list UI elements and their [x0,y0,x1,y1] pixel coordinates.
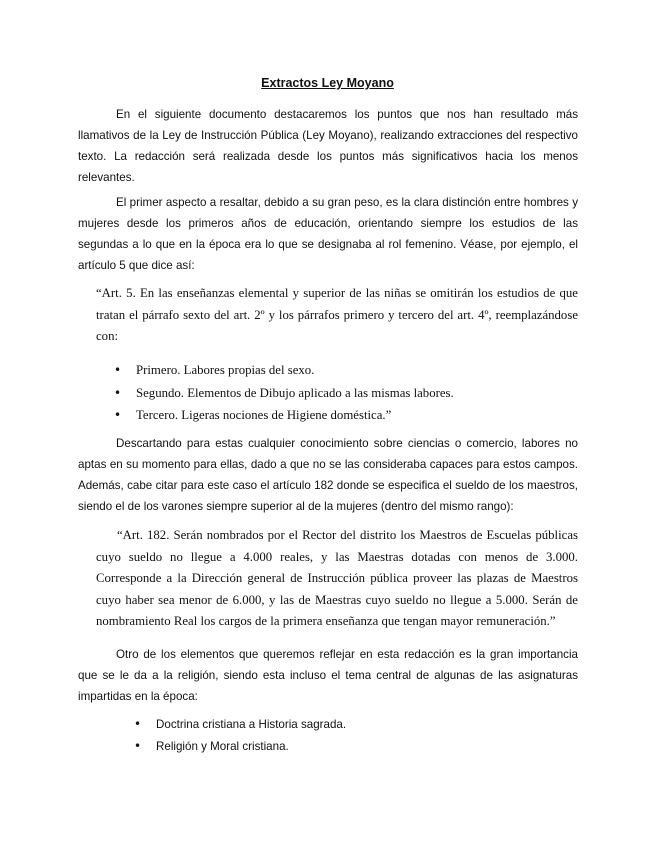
article-5-list [114,359,574,427]
salary-paragraph: Descartando para estas cualquier conocimiento sobre ciencias o comercio, labores no aptas en su momento para ellas, dado a que no se las consideraba capaces para estos campos. Además, cabe citar para este caso el artículo 182 donde se especifica el sueldo de los maestros, siendo el de los varones siempre superior al de la mujeres (dentro del mismo rango): [78,437,578,513]
article-182-quote: “Art. 182. Serán nombrados por el Rector del distrito los Maestros de Escuelas públicas cuyo sueldo no llegue a 4.000 reales, y las Maestras dotadas con menos de 3.000. Corresponde a la Dirección general de Instrucción pública proveer las plazas de Maestros cuyo haber sea menor de 6.000, y las de Maestras cuyo sueldo no llegue a 5.000. Serán de nombramiento Real los cargos de la primera enseñanza que tengan mayor remuneración.” [96,528,578,628]
religion-paragraph: Otro de los elementos que queremos reflejar en esta redacción es la gran importancia que se le da a la religión, siendo esta incluso el tema central de algunas de las asignaturas impartidas en la época: [78,648,578,703]
list-item: • Primero. Labores propias del sexo. [114,359,574,382]
document-title: Extractos Ley Moyano [261,76,394,90]
list-item: • Tercero. Ligeras nociones de Higiene doméstica.” [114,404,574,427]
article-5-quote: “Art. 5. En las enseñanzas elemental y superior de las niñas se omitirán los estudios de que tratan el párrafo sexto del art. 2º y los párrafos primero y tercero del art. 4º, reemplazándose con: [96,286,578,343]
religion-list [134,714,574,757]
list-item: • Religión y Moral cristiana. [134,736,574,758]
intro-paragraph: En el siguiente documento destacaremos los puntos que nos han resultado más llamativos de la Ley de Instrucción Pública (Ley Moyano), realizando extracciones del respectivo texto. La redacción será realizada desde los puntos más significativos hacia los menos relevantes. [78,108,578,184]
gender-distinction-paragraph: El primer aspecto a resaltar, debido a su gran peso, es la clara distinción entre hombres y mujeres desde los primeros años de educación, orientando siempre los estudios de las segundas a lo que en la época era lo que se designaba al rol femenino. Véase, por ejemplo, el artículo 5 que dice así: [78,196,578,272]
list-item: • Segundo. Elementos de Dibujo aplicado a las mismas labores. [114,382,574,405]
list-item: • Doctrina cristiana a Historia sagrada. [134,714,574,736]
